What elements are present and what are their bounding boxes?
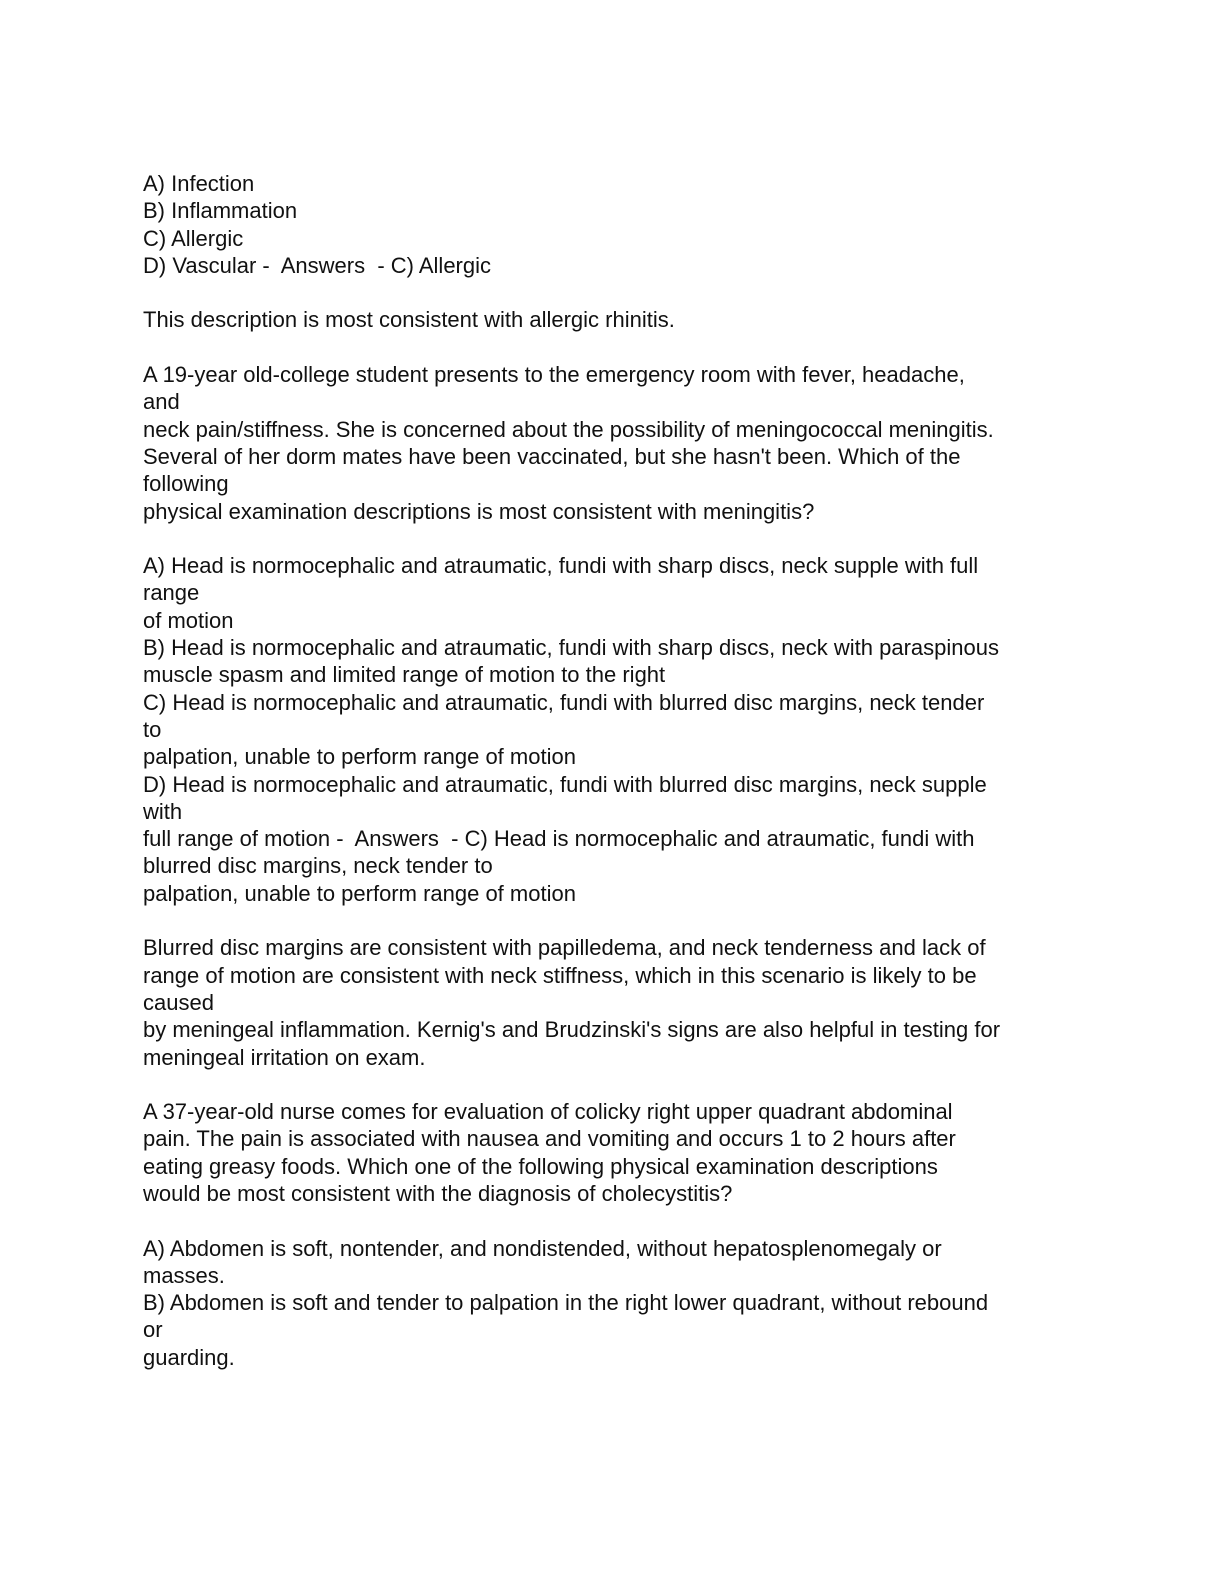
text-line: A) Abdomen is soft, nontender, and nondistended, without hepatosplenomegaly or bbox=[143, 1235, 942, 1261]
text-line: This description is most consistent with allergic rhinitis. bbox=[143, 307, 675, 333]
text-line: muscle spasm and limited range of motion to the right bbox=[143, 662, 666, 688]
text-line: pain. The pain is associated with nausea and vomiting and occurs 1 to 2 hours after bbox=[143, 1126, 956, 1152]
text-line: meningeal irritation on exam. bbox=[143, 1044, 426, 1070]
text-line: and bbox=[143, 389, 180, 415]
blank-line bbox=[143, 279, 1093, 306]
text-line: D) Vascular - Answers - C) Allergic bbox=[143, 252, 492, 278]
text-line: B) Abdomen is soft and tender to palpation in the right lower quadrant, without rebound bbox=[143, 1290, 989, 1316]
blank-line bbox=[143, 525, 1093, 552]
text-line: A) Head is normocephalic and atraumatic, fundi with sharp discs, neck supple with full bbox=[143, 553, 979, 579]
text-line: guarding. bbox=[143, 1344, 235, 1370]
text-line: A 19-year old-college student presents to the emergency room with fever, headache, bbox=[143, 362, 965, 388]
text-line: eating greasy foods. Which one of the following physical examination descriptions bbox=[143, 1153, 938, 1179]
text-line: B) Inflammation bbox=[143, 198, 298, 224]
text-line: C) Head is normocephalic and atraumatic, fundi with blurred disc margins, neck tender bbox=[143, 689, 985, 715]
document-body bbox=[143, 170, 1093, 1371]
text-line: B) Head is normocephalic and atraumatic, fundi with sharp discs, neck with paraspinous bbox=[143, 635, 999, 661]
text-line: full range of motion - Answers - C) Head is normocephalic and atraumatic, fundi with bbox=[143, 826, 975, 852]
text-line: physical examination descriptions is most consistent with meningitis? bbox=[143, 498, 815, 524]
text-line: Blurred disc margins are consistent with papilledema, and neck tenderness and lack of bbox=[143, 935, 986, 961]
text-line: caused bbox=[143, 989, 214, 1015]
text-line: would be most consistent with the diagnosis of cholecystitis? bbox=[143, 1180, 733, 1206]
text-line: range bbox=[143, 580, 200, 606]
text-line: Several of her dorm mates have been vaccinated, but she hasn't been. Which of the bbox=[143, 443, 961, 469]
text-line: neck pain/stiffness. She is concerned about the possibility of meningococcal meningitis. bbox=[143, 416, 994, 442]
blank-line bbox=[143, 1207, 1093, 1234]
text-line: palpation, unable to perform range of motion bbox=[143, 744, 576, 770]
text-line: of motion bbox=[143, 607, 234, 633]
text-line: following bbox=[143, 471, 229, 497]
text-line: A) Infection bbox=[143, 171, 255, 196]
text-line: palpation, unable to perform range of motion bbox=[143, 880, 576, 906]
blank-line bbox=[143, 907, 1093, 934]
text-line: blurred disc margins, neck tender to bbox=[143, 853, 493, 879]
text-line: or bbox=[143, 1317, 163, 1343]
text-line: A 37-year-old nurse comes for evaluation of colicky right upper quadrant abdominal bbox=[143, 1099, 953, 1125]
text-line: range of motion are consistent with neck stiffness, which in this scenario is likely to be bbox=[143, 962, 977, 988]
blank-line bbox=[143, 334, 1093, 361]
blank-line bbox=[143, 1071, 1093, 1098]
text-line: by meningeal inflammation. Kernig's and Brudzinski's signs are also helpful in testing for bbox=[143, 1017, 1001, 1043]
text-line: D) Head is normocephalic and atraumatic, fundi with blurred disc margins, neck supple bbox=[143, 771, 987, 797]
text-line: masses. bbox=[143, 1262, 225, 1288]
text-line: to bbox=[143, 716, 162, 742]
text-line: C) Allergic bbox=[143, 225, 244, 251]
text-line: with bbox=[143, 798, 183, 824]
